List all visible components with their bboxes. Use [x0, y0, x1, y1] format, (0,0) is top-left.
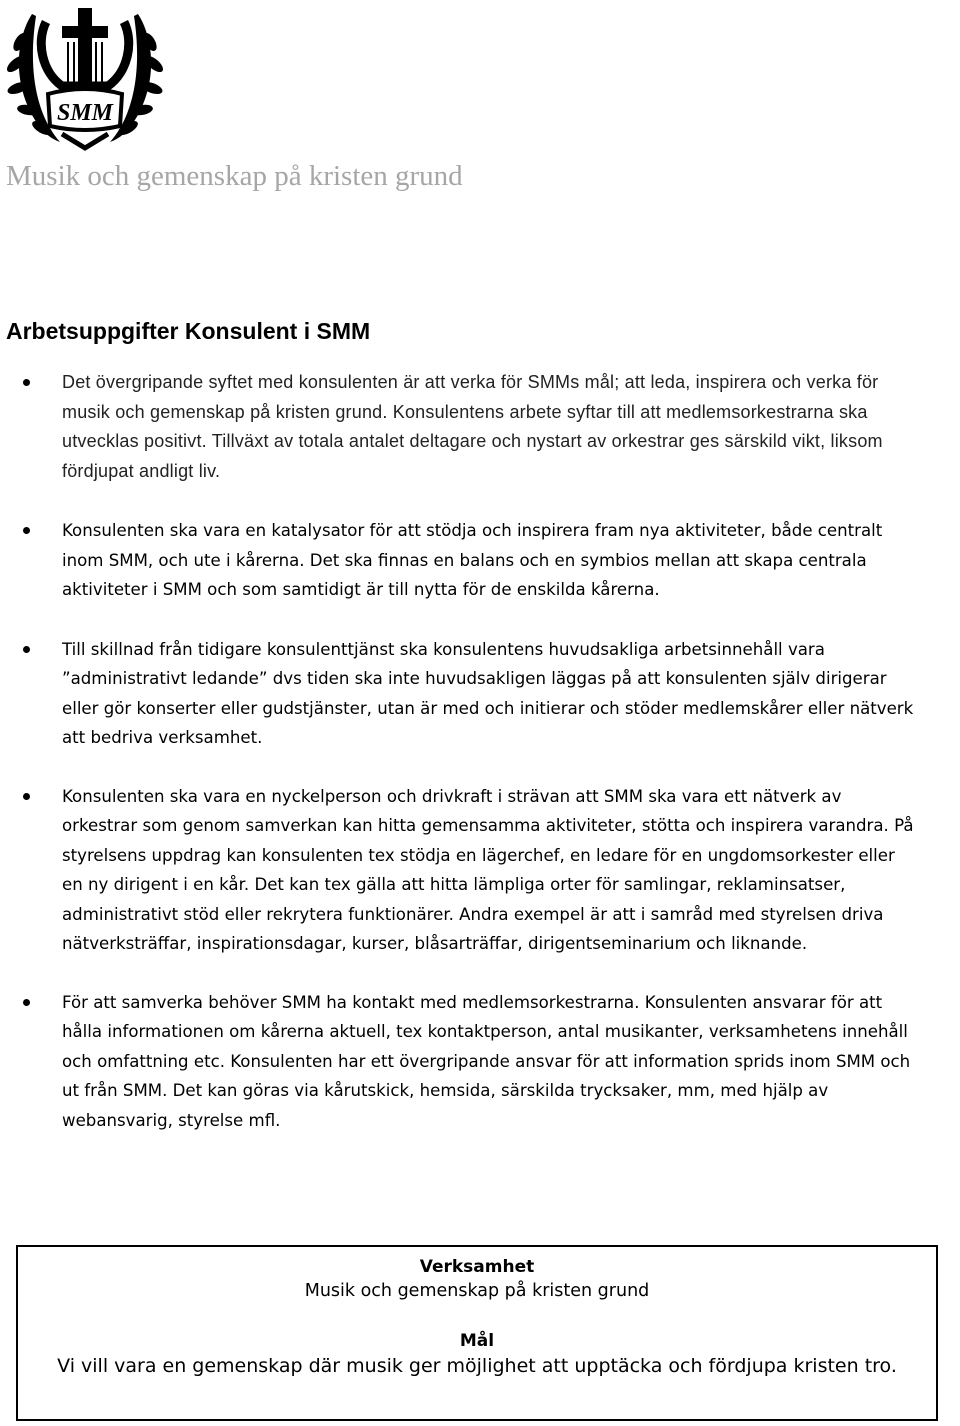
- page-title: Arbetsuppgifter Konsulent i SMM: [6, 318, 371, 344]
- list-item-text: Konsulenten ska vara en katalysator för att stödja och inspirera fram nya aktiviteter, både centralt inom SMM, och ute i kårerna. Det ska finnas en balans och en symbios mellan att skapa centrala aktiviteter i SMM och som samtidigt är till nytta för de enskilda kårerna.: [62, 521, 883, 599]
- list-item: [0, 782, 960, 959]
- list-item: [0, 368, 960, 486]
- list-item: [0, 635, 960, 753]
- mission-box: [16, 1245, 938, 1421]
- list-item: [0, 988, 960, 1136]
- verksamhet-text: Musik och gemenskap på kristen grund: [304, 1281, 650, 1301]
- verksamhet-heading: Verksamhet: [419, 1257, 535, 1277]
- tagline: Musik och gemenskap på kristen grund: [6, 160, 463, 192]
- list-item: [0, 516, 960, 605]
- mal-heading: Mål: [459, 1331, 495, 1351]
- list-item-text: Konsulenten ska vara en nyckelperson och drivkraft i strävan att SMM ska vara ett nätverk av orkestrar som genom samverkan kan hitta gemensamma aktiviteter, stötta och inspirera varandra. På styrelsens uppdrag kan konsulenten tex stödja en lägerchef, en ledare för en ungdomsorkester eller en ny dirigent i en kår. Det kan tex gälla att hitta lämpliga orter för samlingar, reklaminsatser, administrativt stöd eller rekrytera funktionärer. Andra exempel är att i samråd med styrelsen driva nätverksträffar, inspirationsdagar, kurser, blåsarträffar, dirigentseminarium och liknande.: [62, 786, 914, 953]
- task-list: [0, 368, 960, 1135]
- mal-text: Vi vill vara en gemenskap där musik ger möjlighet att upptäcka och fördjupa kristen tro.: [57, 1355, 897, 1377]
- list-item-text: Det övergripande syftet med konsulenten är att verka för SMMs mål; att leda, inspirera och verka för musik och gemenskap på kristen grund. Konsulentens arbete syftar till att medlemsorkestrarna ska utvecklas positivt. Tillväxt av totala antalet deltagare och nystart av orkestrar ges särskild vikt, liksom fördjupat andligt liv.: [62, 372, 883, 481]
- smm-logo: [2, 2, 168, 152]
- logo-text: SMM: [56, 100, 114, 126]
- smm-emblem-icon: [2, 2, 168, 152]
- list-item-text: För att samverka behöver SMM ha kontakt med medlemsorkestrarna. Konsulenten ansvarar för att hålla informationen om kårerna aktuell, tex kontaktperson, antal musikanter, verksamhetens innehåll och omfattning etc. Konsulenten har ett övergripande ansvar för att information sprids inom SMM och ut från SMM. Det kan göras via kårutskick, hemsida, särskilda trycksaker, mm, med hjälp av webansvarig, styrelse mfl.: [62, 992, 911, 1130]
- list-item-text: Till skillnad från tidigare konsulenttjänst ska konsulentens huvudsakliga arbetsinnehåll vara ”administrativt ledande” dvs tiden ska inte huvudsakligen läggas på att konsulenten själv dirigerar eller gör konserter eller gudstjänster, utan är med och initierar och stöder medlemskårer eller nätverk att bedriva verksamhet.: [62, 639, 914, 747]
